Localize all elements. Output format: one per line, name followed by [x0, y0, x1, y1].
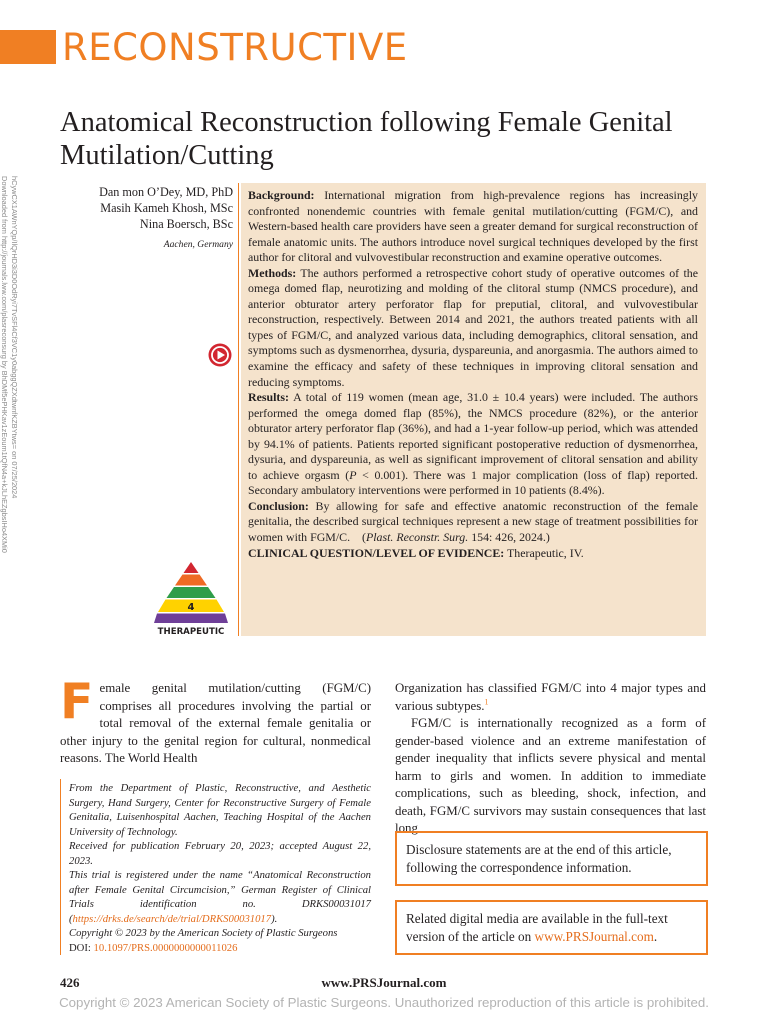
trial-registry-link[interactable]: https://drks.de/search/de/trial/DRKS00031017 — [72, 913, 272, 925]
abstract-results-section: Results: A total of 119 women (mean age, 31.0 ± 10.4 years) were included. The authors performed the omega domed flap (85%), the NMCS procedure (82%), or the anterior obturator artery perforator flap (36%), and had a 1-year follow-up period, which was attended by 94.1% of patients. Patients reported significant postoperative reduction of dysmenorrhea, dysuria, and dyspareunia, as well as significant improvement of clitoral sensation and ability to achieve orgasm (P < 0.001). There was 1 major complication (loss of flap) reported. Secondary ambulatory interventions were performed in 10 patients (8.4%). — [248, 390, 698, 498]
video-play-icon[interactable] — [208, 343, 232, 367]
evidence-level-number: 4 — [187, 602, 195, 613]
reference-superscript[interactable]: 1 — [484, 697, 489, 707]
body-column-left — [60, 673, 371, 768]
affiliation-from: From the Department of Plastic, Reconstructive, and Aesthetic Surgery, Hand Surgery, Center for Reconstructive Surgery of Female Genitalia, Luisenhospital Aachen, Teaching Hospital of the Aachen University of Technology. — [69, 783, 371, 838]
affiliation-received: Received for publication February 20, 2023; accepted August 22, 2023. — [69, 841, 371, 867]
body-column-right — [395, 680, 706, 838]
prs-journal-link[interactable]: www.PRSJournal.com — [534, 929, 654, 944]
download-watermark — [0, 176, 32, 596]
author-name: Nina Boersch, BSc — [139, 217, 233, 231]
affiliation-block — [69, 782, 371, 957]
doi-line: DOI: 10.1097/PRS.0000000000011026 — [69, 943, 238, 955]
evidence-badge-label: THERAPEUTIC — [157, 627, 225, 637]
article-title: Anatomical Reconstruction following Female Genital Mutilation/Cutting — [60, 107, 673, 171]
evidence-pyramid-icon — [152, 560, 230, 638]
journal-url[interactable]: www.PRSJournal.com — [321, 975, 447, 990]
body-paragraph: Organization has classified FGM/C into 4 major types and various subtypes.$^1$ — [395, 681, 706, 713]
abstract-divider — [238, 183, 239, 636]
abstract-conclusion-section: Conclusion: By allowing for safe and effective anatomic reconstruction of the female genitalia, the described surgical techniques represent a new stage of treatment possibilities for women with FGM/C. (Plast. Reconstr. Surg. 154: 426, 2024.) — [248, 498, 698, 545]
affiliation-copyright: Copyright © 2023 by the American Society of Plastic Surgeons — [69, 928, 338, 940]
disclosure-box: Disclosure statements are at the end of this article, following the correspondence information. — [395, 831, 708, 886]
copyright-notice: Copyright © 2023 American Society of Plastic Surgeons. Unauthorized reproduction of this article is prohibited. — [59, 995, 709, 1010]
author-list — [0, 184, 233, 232]
page-number: 426 — [60, 975, 80, 990]
author-name: Dan mon O’Dey, MD, PhD — [99, 185, 233, 199]
doi-link[interactable]: 10.1097/PRS.0000000000011026 — [93, 943, 238, 955]
download-note-line-1: Downloaded from http://journals.lww.com/plasreconsurg by BhDMf5ePHKav1zEoum1tQfN4a+kJLhEZgbsIHo4XMi0 — [0, 176, 9, 553]
author-location: Aachen, Germany — [163, 239, 233, 250]
abstract-background-section: Background: International migration from high-prevalence regions has increasingly confronted nonendemic countries with female genital mutilation/cutting (FGM/C), and Western-based health care providers have seen a greater demand for surgical reconstruction of female anatomic units. The authors introduce novel surgical techniques developed by the first author for clitoral and vulvovestibular reconstruction and examine operative outcomes. — [248, 188, 698, 265]
drop-cap: F — [60, 673, 94, 730]
section-color-bar — [0, 30, 56, 64]
abstract — [248, 188, 698, 561]
abstract-methods-section: Methods: The authors performed a retrospective cohort study of operative outcomes of the omega domed flap, neurotizing and molding of the clitoral stump (NMCS procedure), and anterior obturator artery perforator flap for preputial, clitoral, and vulvovestibular reconstruction, respectively. Between 2014 and 2021, the authors treated patients with all types of FGM/C, and analyzed various data, including demographics, clitoral sensation, and symptoms such as dysmenorrhea, dysuria, dyspareunia, and anorgasmia. The authors aimed to examine the efficacy and safety of these techniques in improving clitoral sensation and reducing symptoms. — [248, 265, 698, 389]
section-label: RECONSTRUCTIVE — [62, 26, 408, 69]
abstract-level-of-evidence: CLINICAL QUESTION/LEVEL OF EVIDENCE: Therapeutic, IV. — [248, 545, 584, 560]
body-paragraph: emale genital mutilation/cutting (FGM/C) comprises all procedures involving the partial or total removal of the external female genitalia or other injury to the genital region for cultural, nonmedical reasons. The World Health — [60, 681, 371, 765]
affiliation-rule — [60, 779, 61, 955]
related-media-box: Related digital media are available in the full-text version of the article on www.PRSJournal.com. — [395, 900, 708, 955]
author-name: Masih Kameh Khosh, MSc — [100, 201, 233, 215]
download-note-line-2: hCywCX1AWnYQp/IlQrHD3i3D0OdRyi7TvSFl4Cf3VC1y0abggQZXdtwnfKZBYtws= on 07/25/2024 — [10, 176, 19, 499]
affiliation-trial: This trial is registered under the name “Anatomical Reconstruction after Female Genital Circumcision,” German Register of Clinical Trials identification no. DRKS00031017 (https://drks.de/search/de/trial/DRKS00031017). — [69, 870, 371, 925]
body-paragraph: FGM/C is internationally recognized as a form of gender-based violence and an extreme manifestation of gender inequality that inflicts severe physical and mental harm to girls and women. In addition to immediate complications, such as bleeding, shock, infection, and death, FGM/C survivors may sustain consequences that last long — [395, 716, 706, 835]
